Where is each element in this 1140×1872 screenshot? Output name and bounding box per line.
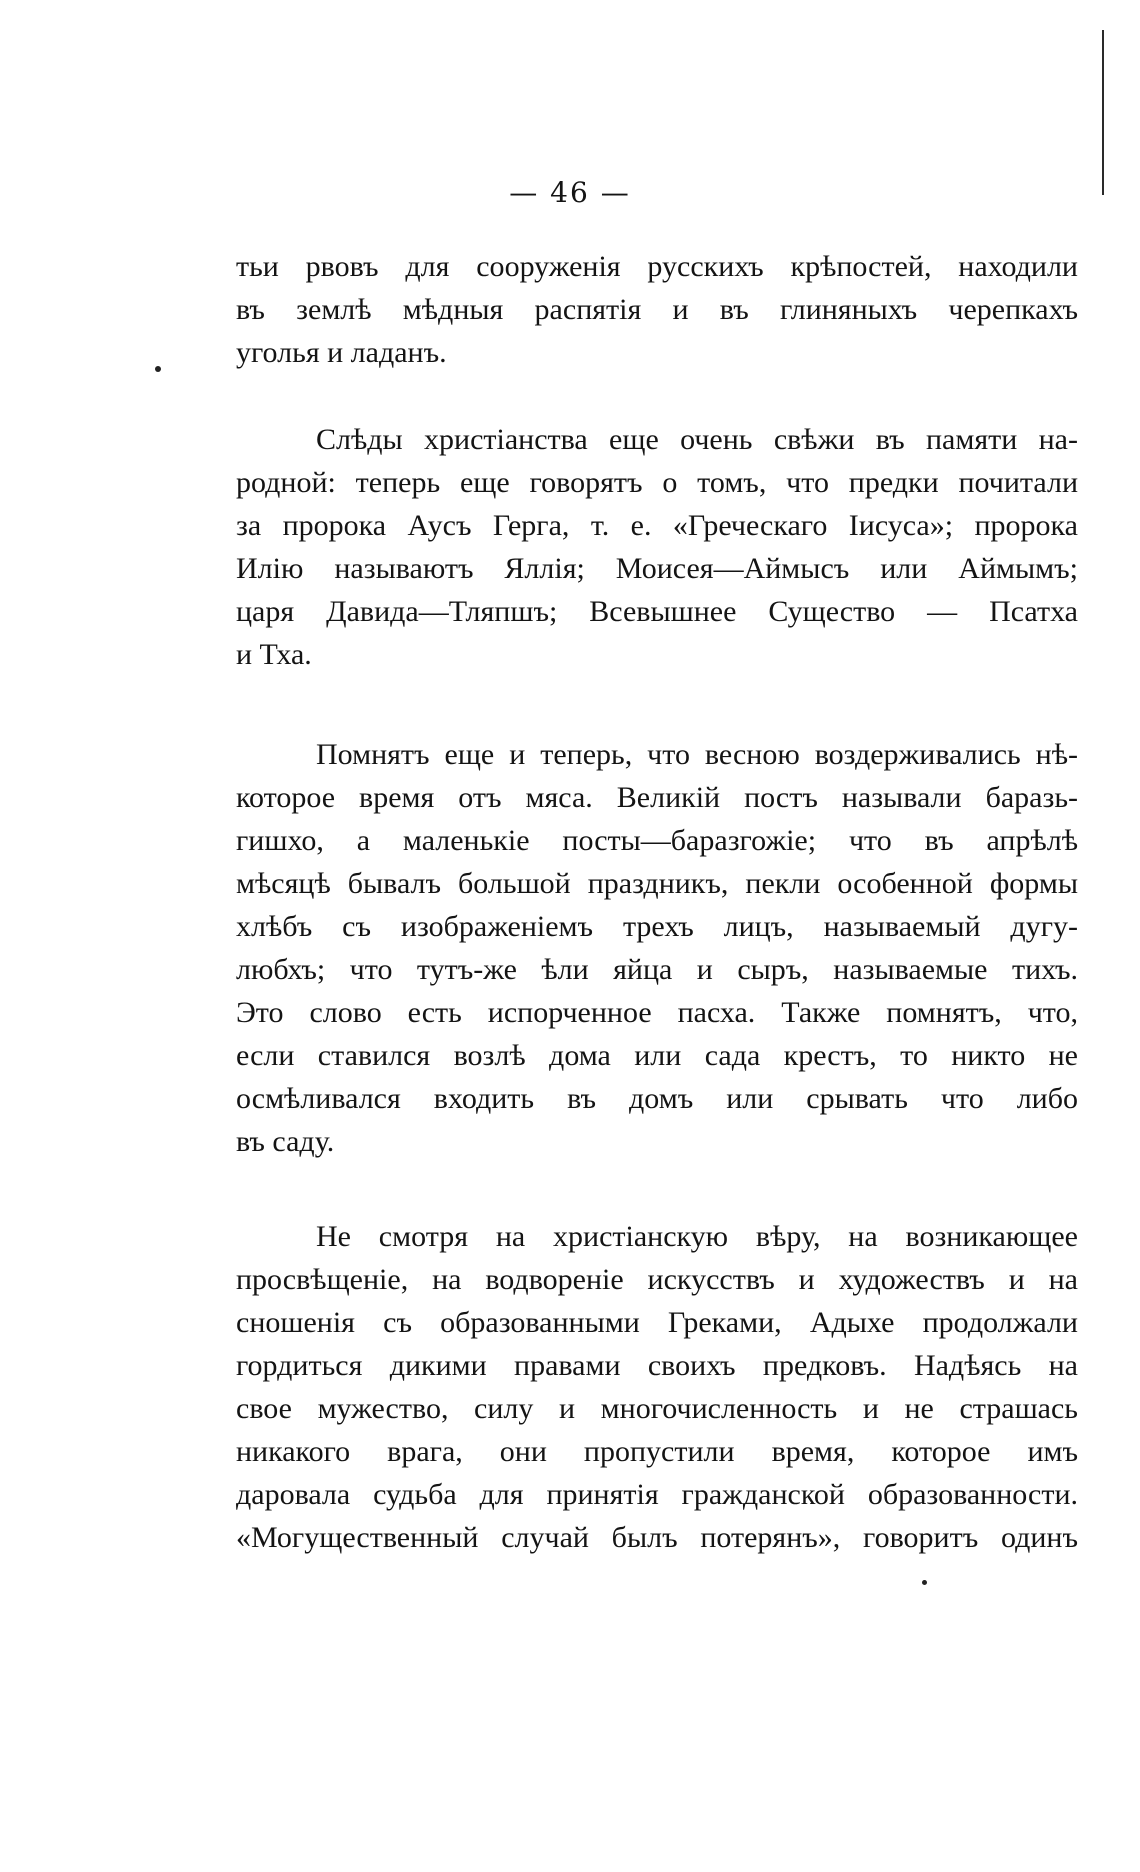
text-line: родной: теперь еще говорятъ о томъ, что предки почитали bbox=[236, 466, 1078, 499]
text-line: въ землѣ мѣдныя распятія и въ глиняныхъ черепкахъ bbox=[236, 293, 1078, 326]
scan-speck bbox=[922, 1580, 927, 1585]
paragraph-4 bbox=[236, 1215, 1078, 1559]
text-line: тьи рвовъ для сооруженія русскихъ крѣпостей, находили bbox=[236, 250, 1078, 283]
paragraph-2 bbox=[236, 418, 1078, 676]
text-line: Илію называютъ Яллія; Моисея—Аймысъ или Аймымъ; bbox=[236, 552, 1078, 585]
text-line: за пророка Аусъ Герга, т. е. «Греческаго Іисуса»; пророка bbox=[236, 509, 1078, 542]
text-line: просвѣщеніе, на водвореніе искусствъ и художествъ и на bbox=[236, 1263, 1078, 1296]
text-line: если ставился возлѣ дома или сада крестъ, то никто не bbox=[236, 1039, 1078, 1072]
text-line: сношенія съ образованными Греками, Адыхе продолжали bbox=[236, 1306, 1078, 1339]
text-line: Это слово есть испорченное пасха. Также помнятъ, что, bbox=[236, 996, 1078, 1029]
text-line: Помнятъ еще и теперь, что весною воздерживались нѣ- bbox=[316, 738, 1078, 771]
text-line: которое время отъ мяса. Великій постъ называли баразь- bbox=[236, 781, 1078, 814]
text-line: царя Давида—Тляпшъ; Всевышнее Существо — Псатха bbox=[236, 595, 1078, 628]
text-line: никакого врага, они пропустили время, которое имъ bbox=[236, 1435, 1078, 1468]
text-line: уголья и ладанъ. bbox=[236, 336, 447, 369]
text-line: свое мужество, силу и многочисленность и не страшась bbox=[236, 1392, 1078, 1425]
paragraph-3 bbox=[236, 733, 1078, 1163]
text-line: Не смотря на христіанскую вѣру, на возникающее bbox=[316, 1220, 1078, 1253]
text-line: даровала судьба для принятія гражданской образованности. bbox=[236, 1478, 1078, 1511]
paragraph-1 bbox=[236, 245, 1078, 374]
text-line: «Могущественный случай былъ потерянъ», говоритъ одинъ bbox=[236, 1521, 1078, 1554]
text-line: гишхо, а маленькіе посты—барaзгожіе; что въ апрѣлѣ bbox=[236, 824, 1078, 857]
text-line: хлѣбъ съ изображеніемъ трехъ лицъ, называемый дугу- bbox=[236, 910, 1078, 943]
text-line: осмѣливался входить въ домъ или срывать что либо bbox=[236, 1082, 1078, 1115]
text-line: любхъ; что тутъ-же ѣли яйца и сыръ, называемые тихъ. bbox=[236, 953, 1078, 986]
scan-speck bbox=[155, 366, 161, 372]
page-edge-line bbox=[1102, 30, 1104, 195]
page-number: — 46 — bbox=[509, 176, 631, 209]
text-line: въ саду. bbox=[236, 1125, 335, 1158]
text-line: и Тха. bbox=[236, 638, 312, 671]
text-line: мѣсяцѣ бывалъ большой праздникъ, пекли особенной формы bbox=[236, 867, 1078, 900]
text-line: гордиться дикими правами своихъ предковъ. Надѣясь на bbox=[236, 1349, 1078, 1382]
text-line: Слѣды христіанства еще очень свѣжи въ памяти на- bbox=[316, 423, 1078, 456]
